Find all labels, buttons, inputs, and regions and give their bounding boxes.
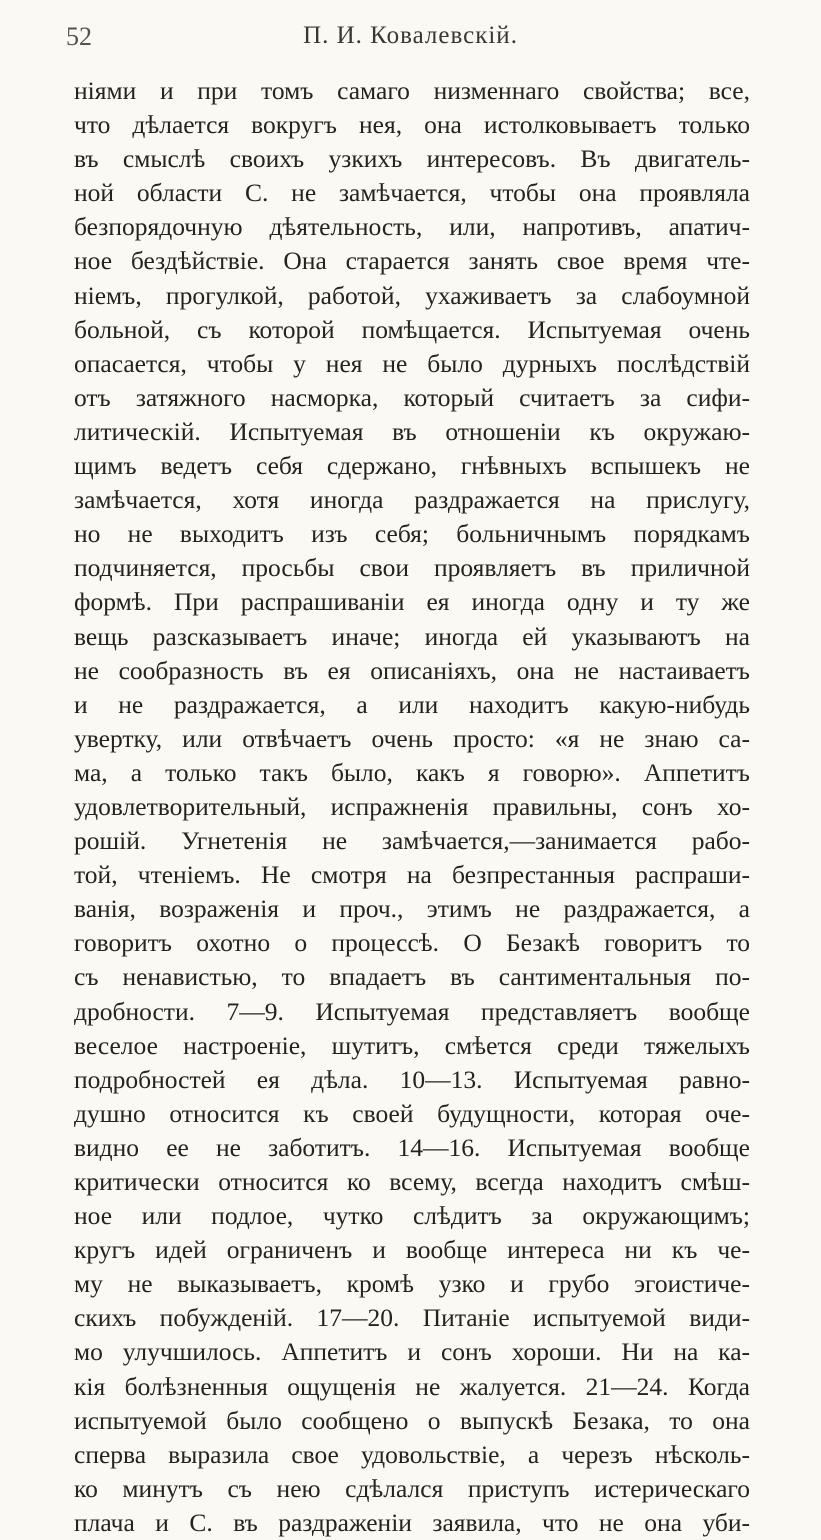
text-line: ко минутъ съ нею сдѣлался приступъ истерическаго xyxy=(74,1473,750,1503)
running-head: П. И. Ковалевскій. xyxy=(303,22,518,49)
text-line: испытуемой было сообщено о выпускѣ Безака, то она xyxy=(74,1405,750,1435)
text-line: не сообразность въ ея описаніяхъ, она не настаиваетъ xyxy=(74,655,750,685)
text-line: увертку, или отвѣчаетъ очень просто: «я не знаю са- xyxy=(74,723,750,753)
text-line: веселое настроеніе, шутитъ, смѣется среди тяжелыхъ xyxy=(74,1030,750,1060)
text-line: кія болѣзненныя ощущенія не жалуется. 21—24. Когда xyxy=(74,1371,750,1401)
text-line: литическій. Испытуемая въ отношеніи къ окружаю- xyxy=(74,416,750,446)
text-line: больной, съ которой помѣщается. Испытуемая очень xyxy=(74,314,750,344)
text-line: мо улучшилось. Аппетитъ и сонъ хороши. Ни на ка- xyxy=(74,1337,750,1367)
text-line: ніемъ, прогулкой, работой, ухаживаетъ за слабоумной xyxy=(74,280,750,310)
text-line: замѣчается, хотя иногда раздражается на прислугу, xyxy=(74,485,750,515)
text-line: говоритъ охотно о процессѣ. О Безакѣ говоритъ то xyxy=(74,928,750,958)
text-line: но не выходитъ изъ себя; больничнымъ порядкамъ xyxy=(74,519,750,549)
text-line: сперва выразила свое удовольствіе, а черезъ нѣсколь- xyxy=(74,1439,750,1469)
text-line: ное или подлое, чутко слѣдитъ за окружающимъ; xyxy=(74,1201,750,1231)
text-line: подробностей ея дѣла. 10—13. Испытуемая равно- xyxy=(74,1064,750,1094)
text-line: отъ затяжного насморка, который считаетъ за сифи- xyxy=(74,382,750,412)
text-line: вещь разсказываетъ иначе; иногда ей указываютъ на xyxy=(74,621,750,651)
text-line: съ ненавистью, то впадаетъ въ сантиментальныя по- xyxy=(74,962,750,992)
text-line: му не выказываетъ, кромѣ узко и грубо эгоистиче- xyxy=(74,1269,750,1299)
text-line: ное бездѣйствіе. Она старается занять свое время чте- xyxy=(74,246,750,276)
text-line: рошій. Угнетенія не замѣчается,—занимается рабо- xyxy=(74,826,750,856)
text-line: плача и С. въ раздраженіи заявила, что не она уби- xyxy=(74,1507,750,1537)
text-line: ной области С. не замѣчается, чтобы она проявляла xyxy=(74,178,750,208)
text-line: что дѣлается вокругъ нея, она истолковываетъ только xyxy=(74,110,750,140)
text-line: скихъ побужденій. 17—20. Питаніе испытуемой види- xyxy=(74,1303,750,1333)
text-line: критически относится ко всему, всегда находитъ смѣш- xyxy=(74,1167,750,1196)
text-line: ма, а только такъ было, какъ я говорю». Аппетитъ xyxy=(74,757,750,787)
text-line: ванія, возраженія и проч., этимъ не раздражается, а xyxy=(74,894,750,924)
text-line: опасается, чтобы у нея не было дурныхъ послѣдствій xyxy=(74,348,750,378)
text-line: кругъ идей ограниченъ и вообще интереса ни къ че- xyxy=(74,1235,750,1265)
body-text xyxy=(74,74,750,1540)
text-line: въ смыслѣ своихъ узкихъ интересовъ. Въ двигатель- xyxy=(74,144,750,174)
text-line: душно относится къ своей будущности, которая оче- xyxy=(74,1098,750,1128)
page-number: 52 xyxy=(66,22,92,51)
text-line: подчиняется, просьбы свои проявляетъ въ приличной xyxy=(74,553,750,583)
text-line: дробности. 7—9. Испытуемая представляетъ вообще xyxy=(74,996,750,1026)
text-line: безпорядочную дѣятельность, или, напротивъ, апатич- xyxy=(74,212,750,242)
text-line: щимъ ведетъ себя сдержано, гнѣвныхъ вспышекъ не xyxy=(74,451,750,481)
text-line: ніями и при томъ самаго низменнаго свойства; все, xyxy=(74,76,750,105)
text-line: видно ее не заботитъ. 14—16. Испытуемая вообще xyxy=(74,1132,750,1162)
text-line: удовлетворительный, испражненія правильны, сонъ хо- xyxy=(74,791,750,821)
text-line: формѣ. При распрашиваніи ея иногда одну и ту же xyxy=(74,587,750,617)
text-line: той, чтеніемъ. Не смотря на безпрестанныя распраши- xyxy=(74,860,750,890)
text-line: и не раздражается, а или находитъ какую-нибудь xyxy=(74,689,750,719)
